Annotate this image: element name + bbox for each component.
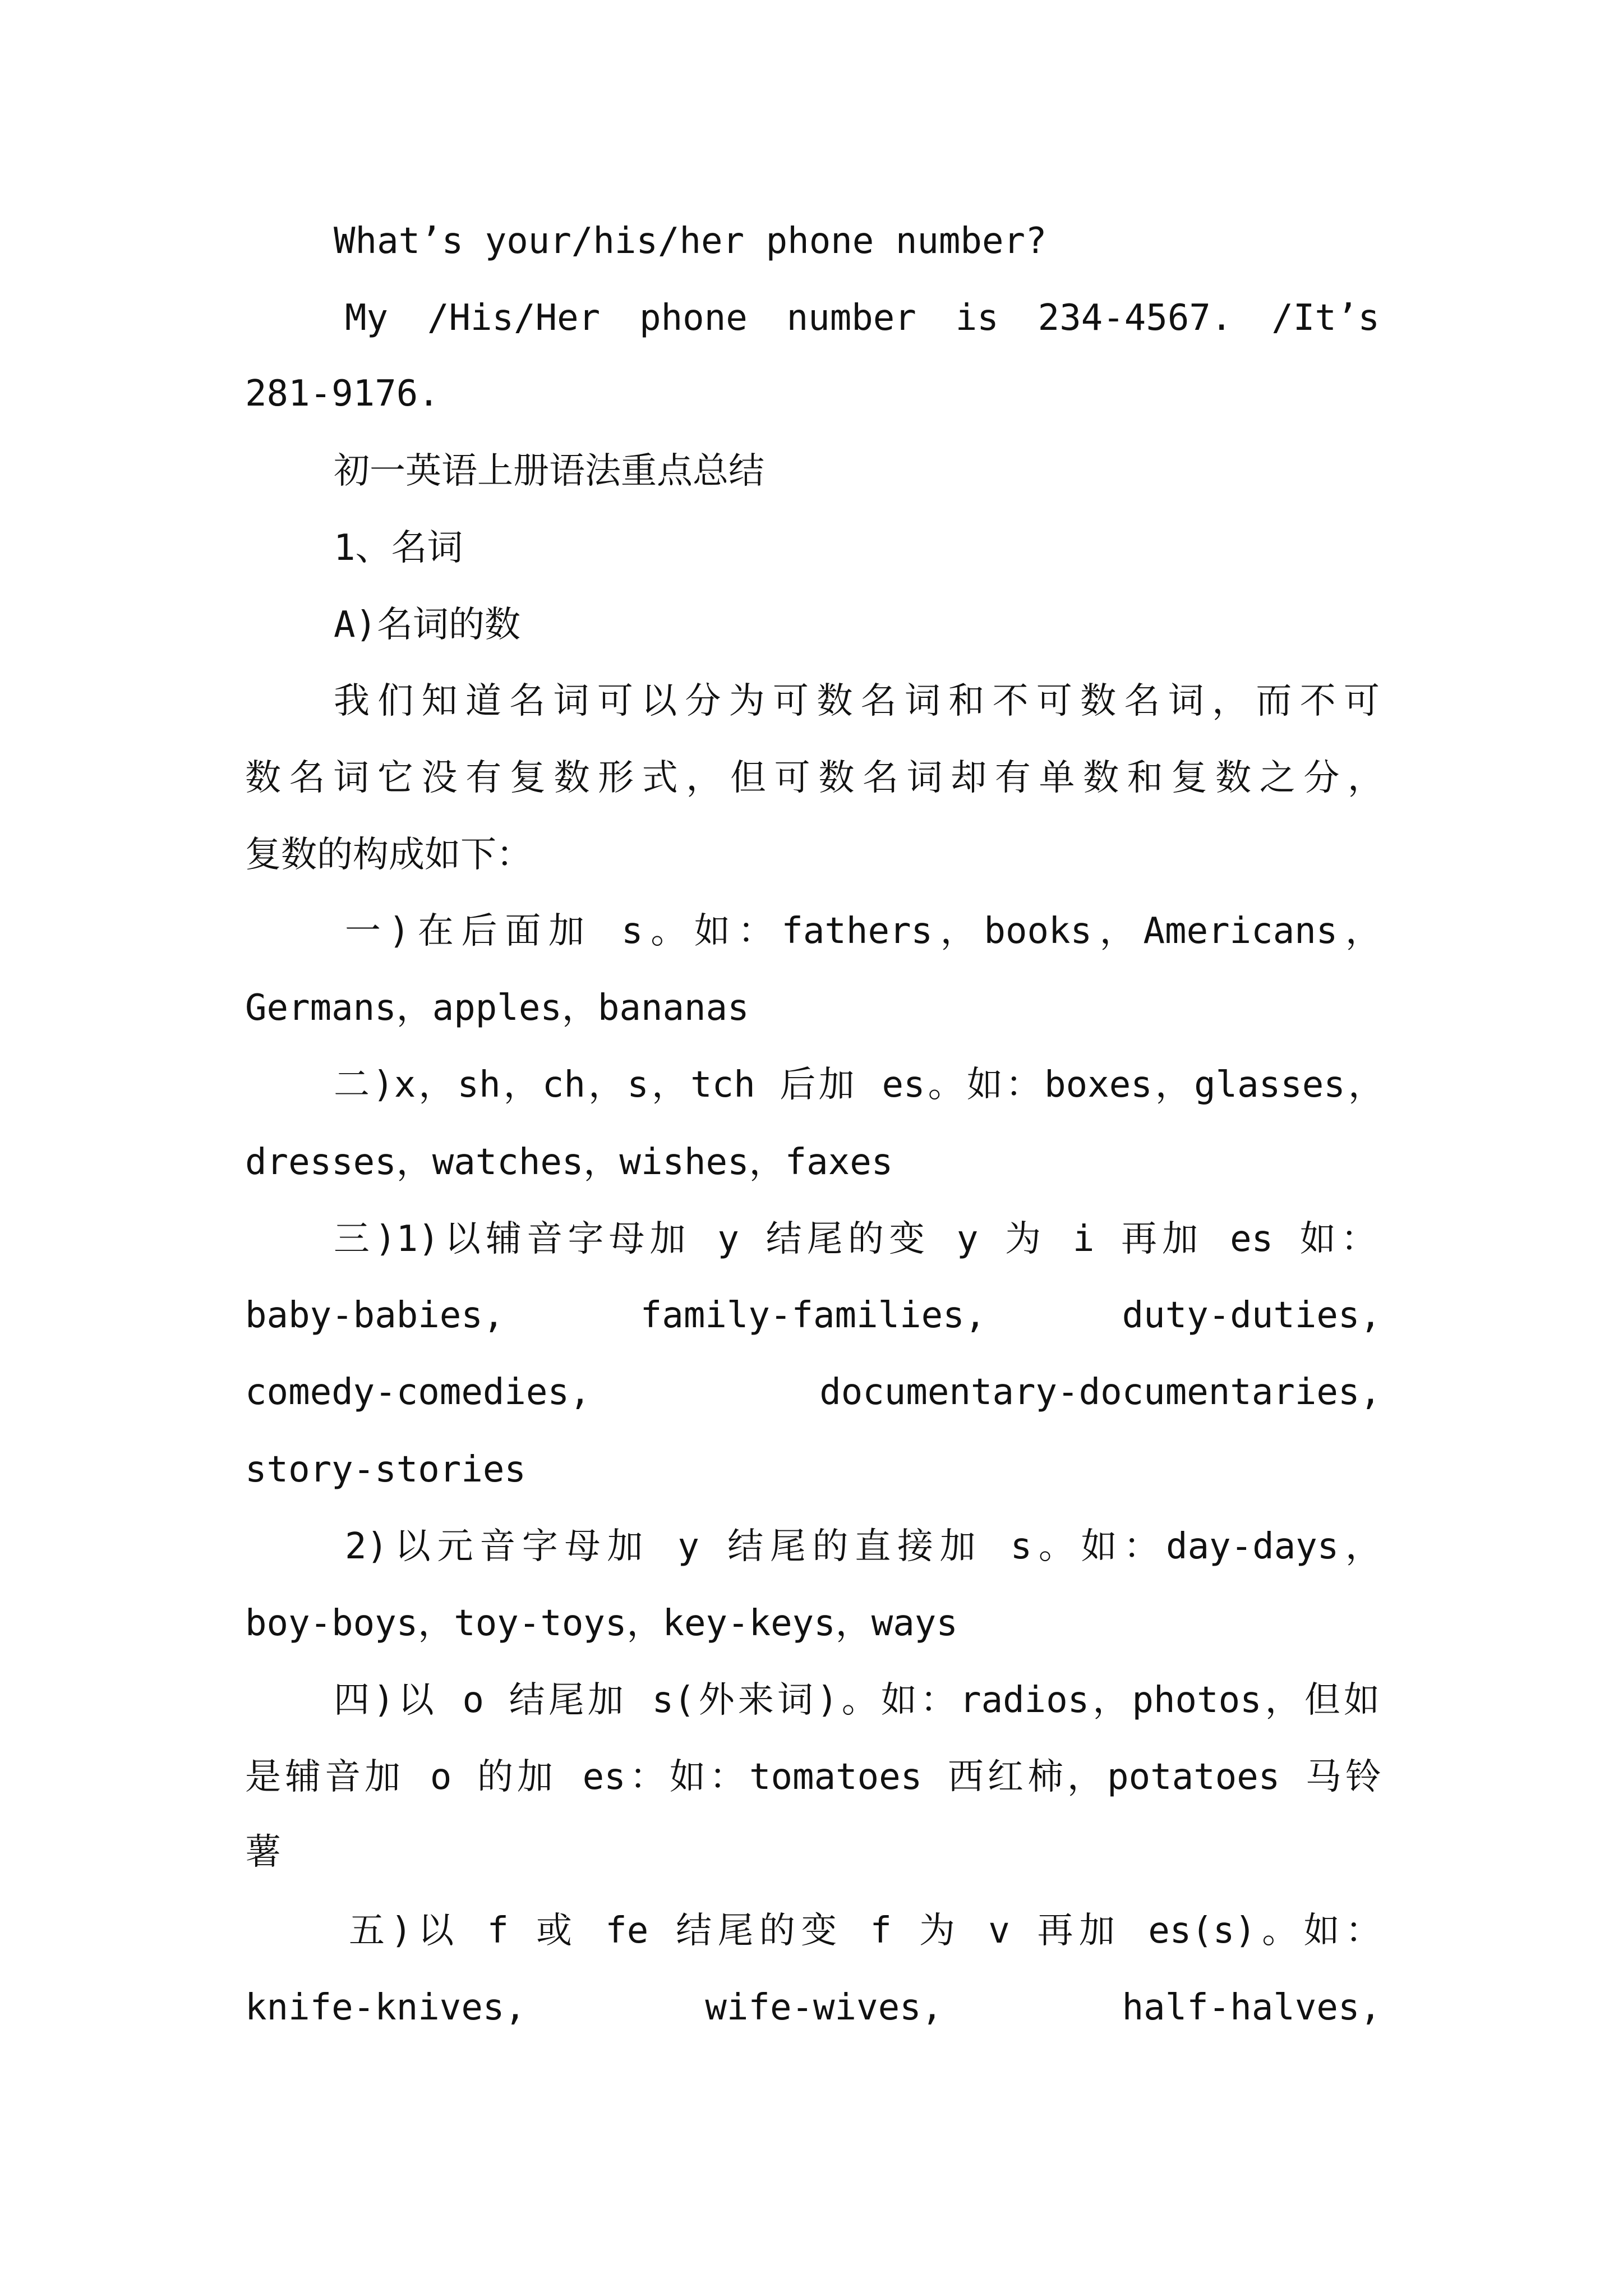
heading-nouns: 1、名词 [334,527,463,569]
example-word: comedy-comedies, [245,1372,591,1413]
text-line: 281-9176. [245,373,440,415]
text-line: My /His/Her phone number is 234-4567. /It’s [345,297,1380,339]
text-line: 一)在后面加 s。如：fathers，books，Americans， [345,910,1381,952]
text-line: What’s your/his/her phone number? [334,220,1047,262]
text-line: dresses，watches，wishes，faxes [245,1142,893,1183]
section-title: 初一英语上册语法重点总结 [334,450,764,492]
subheading-noun-number: A)名词的数 [334,604,521,646]
text-line: 五)以 f 或 fe 结尾的变 f 为 v 再加 es(s)。如： [349,1910,1381,1952]
text-line [245,1987,1381,2028]
text-line: 我们知道名词可以分为可数名词和不可数名词，而不可 [334,680,1380,722]
text-line: 2)以元音字母加 y 结尾的直接加 s。如：day-days， [345,1526,1381,1567]
example-word: family-families, [640,1295,986,1336]
text-line: 二)x，sh，ch，s，tch 后加 es。如：boxes，glasses， [334,1064,1384,1106]
text-line: boy-boys，toy-toys，key-keys，ways [245,1603,958,1644]
text-line: 薯 [245,1832,281,1873]
text-line: Germans，apples，bananas [245,987,749,1029]
text-line: 是辅音加 o 的加 es：如：tomatoes 西红柿，potatoes 马铃 [245,1756,1381,1798]
text-line: 数名词它没有复数形式，但可数名词却有单数和复数之分， [245,757,1384,799]
example-word: wife-wives, [705,1987,943,2028]
example-word: knife-knives, [245,1987,526,2028]
example-word: baby-babies, [245,1295,505,1336]
text-line: 复数的构成如下： [245,834,532,876]
example-word: documentary-documentaries, [819,1372,1381,1413]
text-line: 四)以 o 结尾加 s(外来词)。如：radios，photos，但如 [334,1680,1380,1721]
text-line [245,1295,1381,1336]
text-line [245,1372,1381,1413]
text-line: story-stories [245,1449,526,1490]
example-word: duty-duties, [1122,1295,1381,1336]
text-line: 三)1)以辅音字母加 y 结尾的变 y 为 i 再加 es 如： [334,1218,1377,1260]
example-word: half-halves, [1122,1987,1381,2028]
